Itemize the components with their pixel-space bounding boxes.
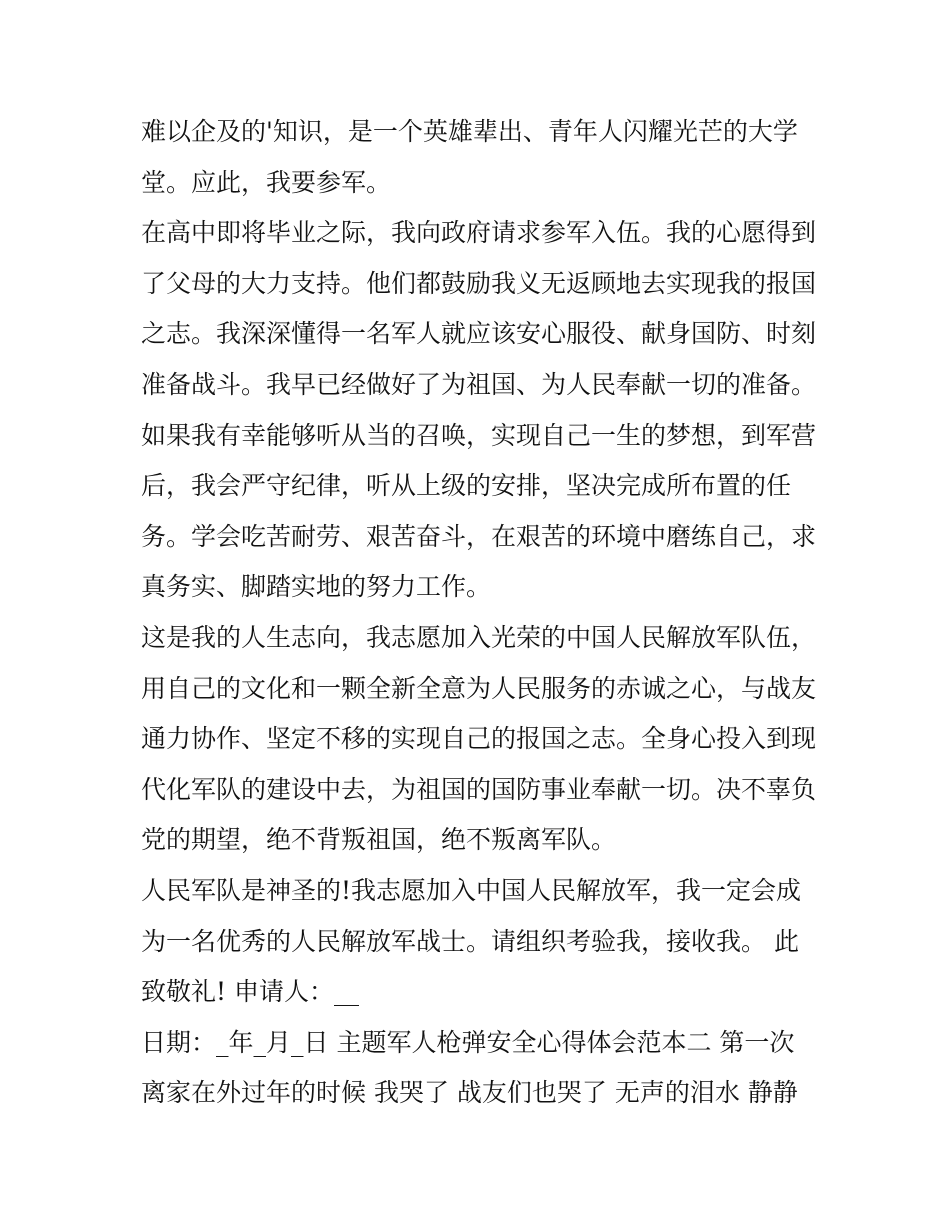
text-line: 务。学会吃苦耐劳、艰苦奋斗，在艰苦的环境中磨练自己，求 (141, 521, 817, 551)
text-line: 代化军队的建设中去，为祖国的国防事业奉献一切。决不辜负 (141, 774, 817, 804)
text-line: 真务实、脚踏实地的努力工作。 (141, 572, 492, 602)
text-line: 通力协作、坚定不移的实现自己的报国之志。全身心投入到现 (141, 724, 817, 754)
text-line: 如果我有幸能够听从当的召唤，实现自己一生的梦想，到军营 (141, 420, 817, 450)
text-line: 堂。应此，我要参军。 (141, 167, 392, 197)
text-line: 人民军队是神圣的!我志愿加入中国人民解放军，我一定会成 (141, 875, 802, 905)
text-line: 致敬礼! 申请人：__ (141, 977, 359, 1007)
text-line: 准备战斗。我早已经做好了为祖国、为人民奉献一切的准备。 (141, 369, 817, 399)
text-line: 在高中即将毕业之际，我向政府请求参军入伍。我的心愿得到 (141, 218, 817, 248)
text-line: 难以企及的'知识，是一个英雄辈出、青年人闪耀光芒的大学 (141, 117, 798, 146)
text-line: 后，我会严守纪律，听从上级的安排，坚决完成所布置的任 (141, 471, 792, 501)
text-line: 为一名优秀的人民解放军战士。请组织考验我，接收我。 此 (141, 926, 799, 956)
text-line: 日期：_年_月_日 主题军人枪弹安全心得体会范本二 第一次 (141, 1027, 795, 1057)
text-line: 了父母的大力支持。他们都鼓励我义无返顾地去实现我的报国 (141, 268, 817, 298)
text-line: 用自己的文化和一颗全新全意为人民服务的赤诚之心，与战友 (141, 673, 817, 703)
text-line: 党的期望，绝不背叛祖国，绝不叛离军队。 (141, 825, 617, 855)
text-line: 之志。我深深懂得一名军人就应该安心服役、献身国防、时刻 (141, 319, 817, 349)
document-body (141, 107, 821, 1119)
text-line: 这是我的人生志向，我志愿加入光荣的中国人民解放军队伍， (141, 622, 817, 652)
text-line: 离家在外过年的时候 我哭了 战友们也哭了 无声的泪水 静静 (141, 1078, 798, 1108)
